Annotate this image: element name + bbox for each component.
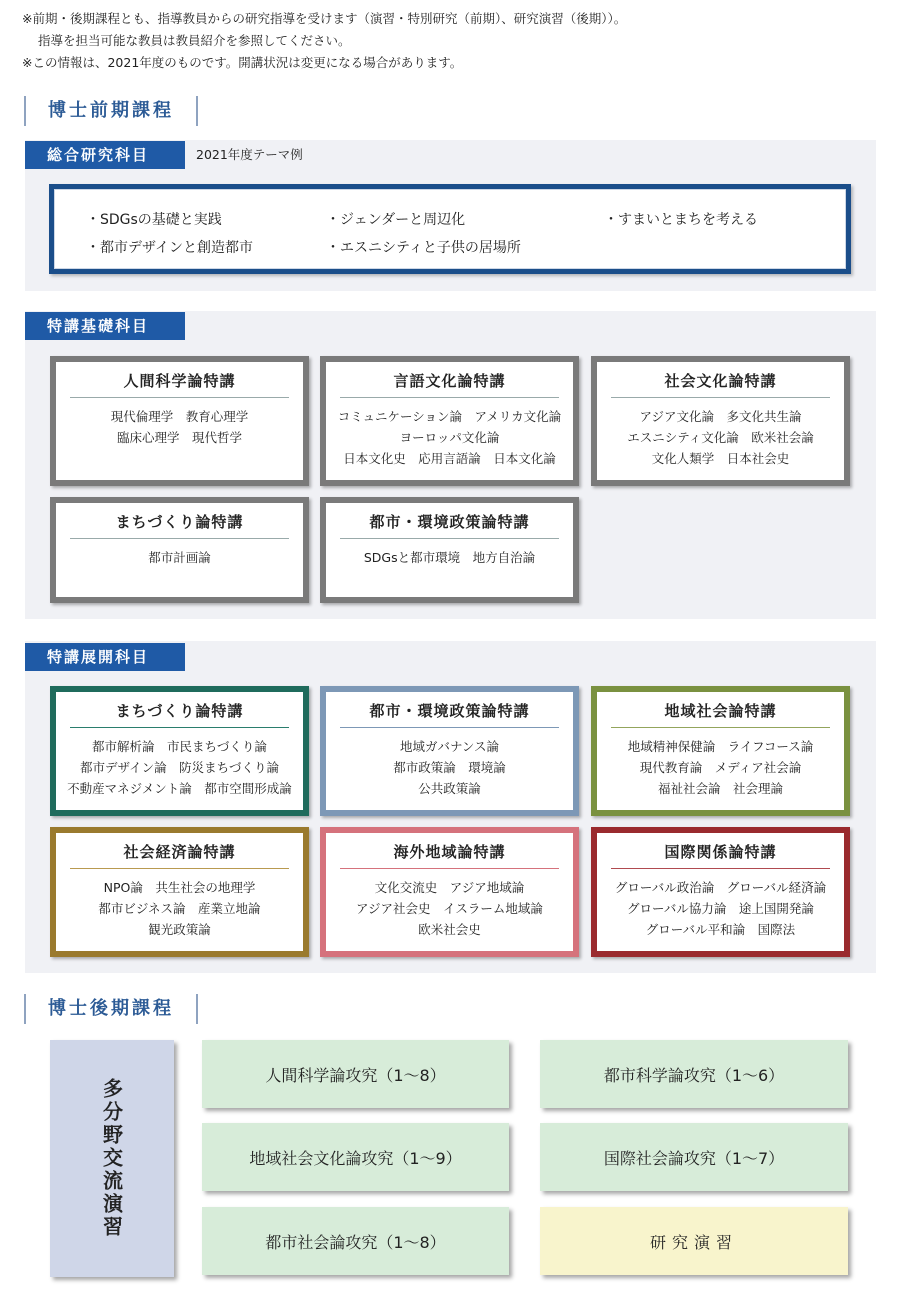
theme-item: ・都市デザインと創造都市	[86, 240, 254, 256]
card-title: 人間科学論特講	[70, 362, 289, 398]
master-course-heading: 博士前期課程	[24, 96, 198, 126]
theme-box	[49, 184, 851, 274]
course-card	[50, 686, 309, 816]
course-card	[320, 827, 579, 957]
theme-caption: 2021年度テーマ例	[196, 147, 303, 162]
card-line: グローバル協力論 途上国開発論	[627, 901, 814, 916]
card-line: コミュニケーション論 アメリカ文化論	[337, 409, 562, 424]
doctor-course-box: 都市社会論攻究（1～8）	[202, 1207, 509, 1275]
card-line: 公共政策論	[418, 781, 481, 796]
card-body	[56, 728, 303, 799]
card-body	[56, 539, 303, 568]
card-line: グローバル平和論 国際法	[645, 922, 796, 937]
card-body	[56, 869, 303, 940]
doctor-course-heading: 博士後期課程	[24, 994, 198, 1024]
note-line: ※前期・後期課程とも、指導教員からの研究指導を受けます（演習・特別研究（前期）、研究演習（後期））。	[22, 11, 627, 26]
research-seminar-box: 研究演習	[540, 1207, 848, 1275]
card-line: アジア社会史 イスラーム地域論	[356, 901, 543, 916]
card-line: ヨーロッパ文化論	[399, 430, 500, 445]
card-body	[326, 728, 573, 799]
card-line: 日本文化史 応用言語論 日本文化論	[343, 451, 556, 466]
card-line: アジア文化論 多文化共生論	[639, 409, 802, 424]
note-line: 指導を担当可能な教員は教員紹介を参照してください。	[38, 33, 351, 48]
card-title: 都市・環境政策論特講	[340, 503, 559, 539]
card-title: 都市・環境政策論特講	[340, 692, 559, 728]
card-line: 現代教育論 メディア社会論	[639, 760, 802, 775]
card-body	[597, 869, 844, 940]
card-line: 文化交流史 アジア地域論	[374, 880, 525, 895]
doctor-course-box: 地域社会文化論攻究（1～9）	[202, 1123, 509, 1191]
card-body	[326, 398, 573, 469]
course-card	[320, 356, 579, 486]
course-card	[591, 827, 850, 957]
theme-item: ・すまいとまちを考える	[604, 212, 758, 228]
card-body	[326, 869, 573, 940]
course-card	[591, 356, 850, 486]
card-body	[326, 539, 573, 568]
course-card	[50, 827, 309, 957]
theme-item: ・ジェンダーと周辺化	[326, 212, 466, 228]
theme-item: ・SDGsの基礎と実践	[86, 212, 222, 228]
card-line: 臨床心理学 現代哲学	[116, 430, 242, 445]
notes	[22, 8, 626, 74]
card-body	[56, 398, 303, 448]
card-line: 地域精神保健論 ライフコース論	[627, 739, 814, 754]
card-line: 都市デザイン論 防災まちづくり論	[79, 760, 279, 775]
card-line: 都市計画論	[148, 550, 211, 565]
interdisciplinary-seminar-label: 多分野交流演習	[99, 1078, 124, 1239]
card-line: エスニシティ文化論 欧米社会論	[627, 430, 814, 445]
note-line: ※この情報は、2021年度のものです。開講状況は変更になる場合があります。	[22, 55, 463, 70]
basic-section-label: 特講基礎科目	[25, 312, 185, 340]
theme-item: ・エスニシティと子供の居場所	[326, 240, 521, 256]
card-line: 福祉社会論 社会理論	[657, 781, 783, 796]
card-title: 社会文化論特講	[611, 362, 830, 398]
card-line: 都市ビジネス論 産業立地論	[98, 901, 261, 916]
card-line: グローバル政治論 グローバル経済論	[614, 880, 827, 895]
course-card	[320, 497, 579, 603]
card-line: 文化人類学 日本社会史	[651, 451, 790, 466]
card-line: 現代倫理学 教育心理学	[110, 409, 249, 424]
card-line: 欧米社会史	[418, 922, 481, 937]
card-body	[597, 398, 844, 469]
card-title: 社会経済論特講	[70, 833, 289, 869]
course-card	[320, 686, 579, 816]
card-title: 言語文化論特講	[340, 362, 559, 398]
course-card	[591, 686, 850, 816]
card-title: 地域社会論特講	[611, 692, 830, 728]
card-line: 都市解析論 市民まちづくり論	[92, 739, 267, 754]
general-section-label: 総合研究科目	[25, 141, 185, 169]
card-title: 海外地域論特講	[340, 833, 559, 869]
card-line: NPO論 共生社会の地理学	[103, 880, 256, 895]
advanced-section-label: 特講展開科目	[25, 643, 185, 671]
doctor-course-box: 人間科学論攻究（1～8）	[202, 1040, 509, 1108]
doctor-course-box: 国際社会論攻究（1～7）	[540, 1123, 848, 1191]
interdisciplinary-seminar-box	[50, 1040, 174, 1277]
card-title: まちづくり論特講	[70, 503, 289, 539]
card-line: 都市政策論 環境論	[393, 760, 506, 775]
card-title: 国際関係論特講	[611, 833, 830, 869]
card-title: まちづくり論特講	[70, 692, 289, 728]
card-line: 不動産マネジメント論 都市空間形成論	[67, 781, 292, 796]
card-line: 観光政策論	[148, 922, 211, 937]
card-body	[597, 728, 844, 799]
course-card	[50, 356, 309, 486]
doctor-course-box: 都市科学論攻究（1～6）	[540, 1040, 848, 1108]
course-card	[50, 497, 309, 603]
card-line: SDGsと都市環境 地方自治論	[363, 550, 536, 565]
card-line: 地域ガバナンス論	[399, 739, 499, 754]
